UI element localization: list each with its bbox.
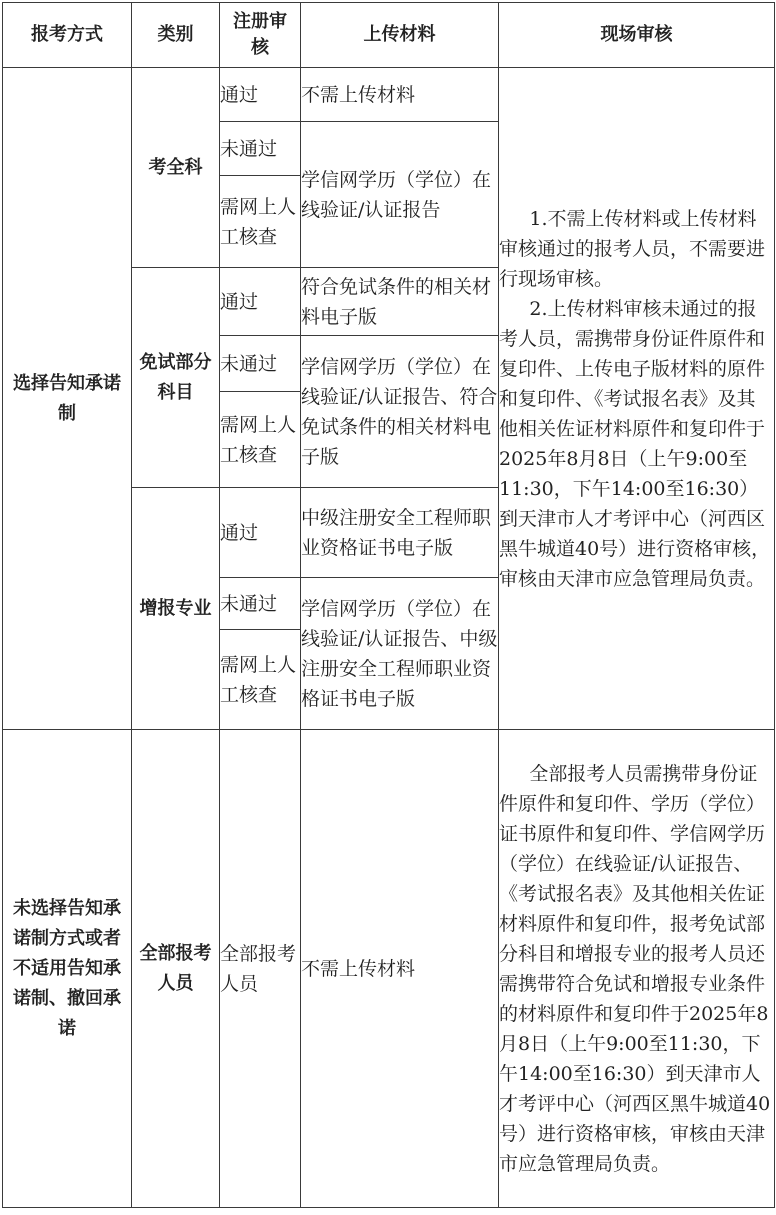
status-cell: 未通过: [220, 122, 301, 176]
onsite-cell: [499, 730, 775, 1208]
material-cell: 中级注册安全工程师职业资格证书电子版: [301, 488, 499, 578]
onsite-paragraph: 全部报考人员需携带身份证件原件和复印件、学历（学位）证书原件和复印件、学信网学历（学位）在线验证/认证报告、《考试报名表》及其他相关佐证材料原件和复印件，报考免试部分科目和增报专业的报考人员还需携带符合免试和增报专业条件的材料原件和复印件于2025年8月8日（上午9:00至11:30，下午14:00至16:30）到天津市人才考评中心（河西区黑牛城道40号）进行资格审核，审核由天津市应急管理局负责。: [499, 762, 771, 1175]
material-cell: 不需上传材料: [301, 730, 499, 1208]
material-cell: 学信网学历（学位）在线验证/认证报告、符合免试条件的相关材料电子版: [301, 336, 499, 488]
table-row: [3, 68, 775, 122]
status-cell: 通过: [220, 68, 301, 122]
table-row: [3, 730, 775, 1208]
category-cell: 全部报考人员: [132, 730, 220, 1208]
onsite-paragraph: 1.不需上传材料或上传材料审核通过的报考人员，不需要进行现场审核。: [499, 207, 766, 290]
status-cell: 未通过: [220, 578, 301, 630]
status-cell: 通过: [220, 268, 301, 336]
header-category: 类别: [132, 3, 220, 68]
header-row: [3, 3, 775, 68]
category-cell: 免试部分科目: [132, 268, 220, 488]
material-cell: 不需上传材料: [301, 68, 499, 122]
header-onsite: 现场审核: [499, 3, 775, 68]
status-cell: 通过: [220, 488, 301, 578]
material-cell: 学信网学历（学位）在线验证/认证报告、中级注册安全工程师职业资格证书电子版: [301, 578, 499, 730]
header-method: 报考方式: [3, 3, 132, 68]
material-cell: 学信网学历（学位）在线验证/认证报告: [301, 122, 499, 268]
status-cell: 未通过: [220, 336, 301, 392]
registration-table: [2, 2, 775, 1208]
method-cell: 选择告知承诺制: [3, 68, 132, 730]
onsite-paragraph: 2.上传材料审核未通过的报考人员，需携带身份证件原件和复印件、上传电子版材料的原件和复印件、《考试报名表》及其他相关佐证材料原件和复印件于2025年8月8日（上午9:00至11:30，下午14:00至16:30）到天津市人才考评中心（河西区黑牛城道40号）进行资格审核，审核由天津市应急管理局负责。: [499, 297, 771, 590]
header-upload: 上传材料: [301, 3, 499, 68]
status-cell: 需网上人工核查: [220, 392, 301, 488]
status-cell: 需网上人工核查: [220, 630, 301, 730]
material-cell: 符合免试条件的相关材料电子版: [301, 268, 499, 336]
onsite-cell: [499, 68, 775, 730]
header-review: 注册审核: [220, 3, 301, 68]
method-cell: 未选择告知承诺制方式或者不适用告知承诺制、撤回承诺: [3, 730, 132, 1208]
category-cell: 增报专业: [132, 488, 220, 730]
status-cell: 全部报考人员: [220, 730, 301, 1208]
status-cell: 需网上人工核查: [220, 176, 301, 268]
category-cell: 考全科: [132, 68, 220, 268]
